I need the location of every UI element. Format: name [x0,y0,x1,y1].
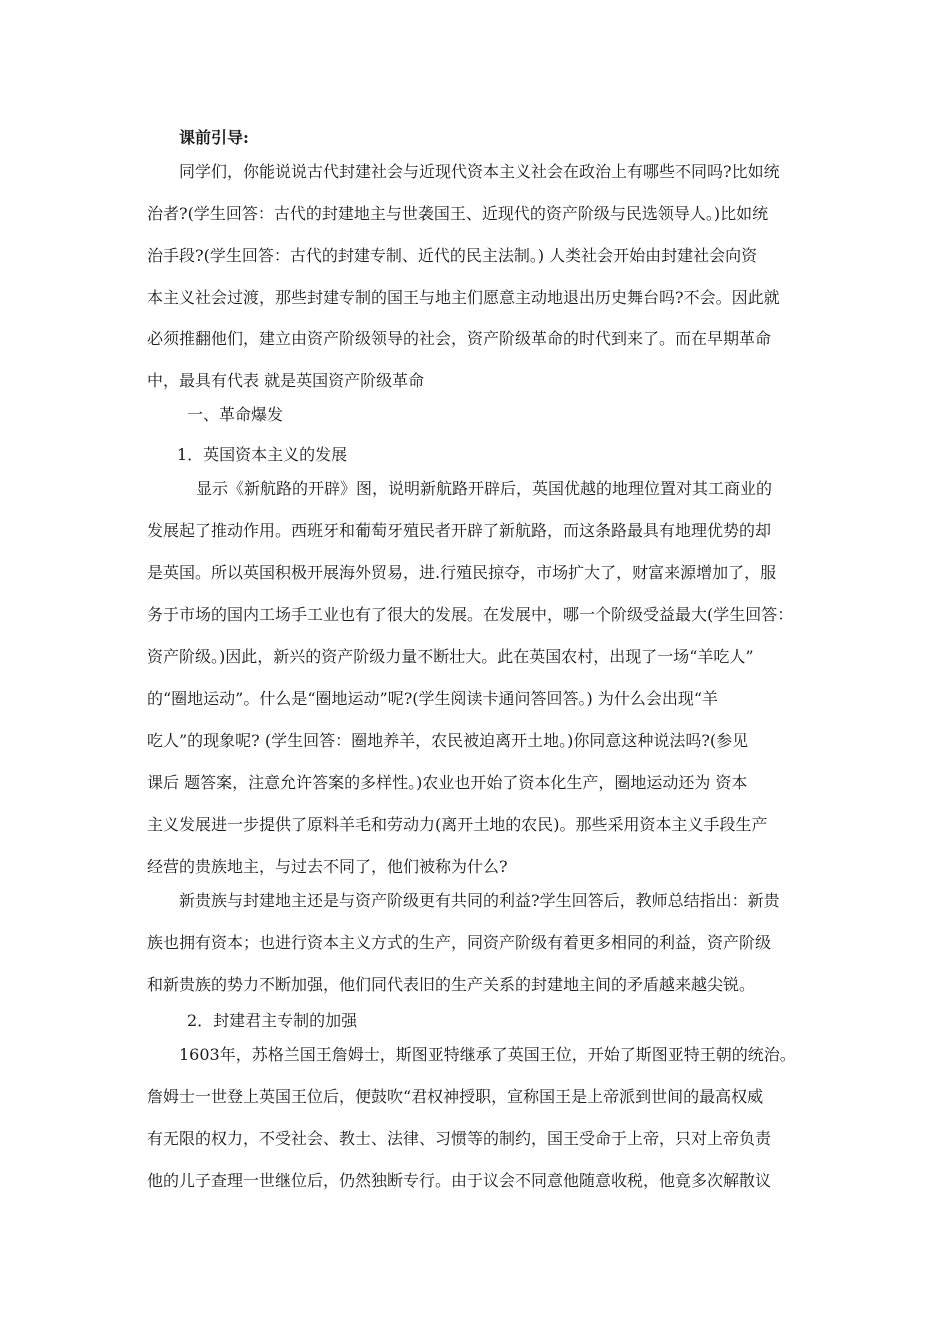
para4-line: 他的儿子查理一世继位后，仍然独断专行。由于议会不同意他随意收税，他竟多次解散议 [147,1171,772,1190]
para1-line: 中，最具有代表 就是英国资产阶级革命 [147,371,425,390]
para2-line: 务于市场的国内工场手工业也有了很大的发展。在发展中，哪一个阶级受益最大(学生回答： [147,605,794,624]
para1-line: 治手段?(学生回答：古代的封建专制、近代的民主法制。) 人类社会开始由封建社会向资 [147,246,758,265]
para2-line: 经营的贵族地主，与过去不同了，他们被称为什么? [147,857,508,876]
subsection-heading: 1．英国资本主义的发展 [177,445,348,464]
heading: 课前引导: [179,128,249,147]
para2-line: 吃人”的现象呢? (学生回答：圈地养羊，农民被迫离开土地。)你同意这种说法吗?(参见 [147,731,749,750]
para2-line: 发展起了推动作用。西班牙和葡萄牙殖民者开辟了新航路，而这条路最具有地理优势的却 [147,521,772,540]
para1-line: 治者?(学生回答：古代的封建地主与世袭国王、近现代的资产阶级与民选领导人。)比如统 [147,204,769,223]
para2-line: 资产阶级。)因此，新兴的资产阶级力量不断壮大。此在英国农村，出现了一场“羊吃人” [147,647,754,666]
para3-line: 和新贵族的势力不断加强，他们同代表旧的生产关系的封建地主间的矛盾越来越尖锐。 [147,975,756,994]
para2-line: 主义发展进一步提供了原料羊毛和劳动力(离开土地的农民)。那些采用资本主义手段生产 [147,815,768,834]
para3-line: 族也拥有资本；也进行资本主义方式的生产，同资产阶级有着更多相同的利益，资产阶级 [147,933,772,952]
para4-line: 1603年，苏格兰国王詹姆士，斯图亚特继承了英国王位，开始了斯图亚特王朝的统治。 [179,1045,796,1064]
section-heading: 一、革命爆发 [187,405,284,424]
para2-line: 的“圈地运动”。什么是“圈地运动”呢?(学生阅读卡通问答回答。) 为什么会出现“羊 [147,689,719,708]
para4-line: 詹姆士一世登上英国王位后，便鼓吹“君权神授职，宣称国王是上帝派到世间的最高权威 [147,1087,764,1106]
subsection-heading: 2．封建君主专制的加强 [187,1011,358,1030]
para1-line: 必须推翻他们，建立由资产阶级领导的社会，资产阶级革命的时代到来了。而在早期革命 [147,329,772,348]
para1-line: 同学们，你能说说古代封建社会与近现代资本主义社会在政治上有哪些不同吗?比如统 [179,162,780,181]
para2-line: 是英国。所以英国积极开展海外贸易，进.行殖民掠夺，市场扩大了，财富来源增加了，服 [147,563,777,582]
para2-line: 课后 题答案，注意允许答案的多样性。)农业也开始了资本化生产，圈地运动还为 资本 [147,773,748,792]
para3-line: 新贵族与封建地主还是与资产阶级更有共同的利益?学生回答后，教师总结指出：新贵 [179,891,780,910]
para2-line: 显示《新航路的开辟》图，说明新航路开辟后，英国优越的地理位置对其工商业的 [196,479,773,498]
para1-line: 本主义社会过渡，那些封建专制的国王与地主们愿意主动地退出历史舞台吗?不会。因此就 [147,288,780,307]
para4-line: 有无限的权力，不受社会、教士、法律、习惯等的制约，国王受命于上帝，只对上帝负责 [147,1129,772,1148]
